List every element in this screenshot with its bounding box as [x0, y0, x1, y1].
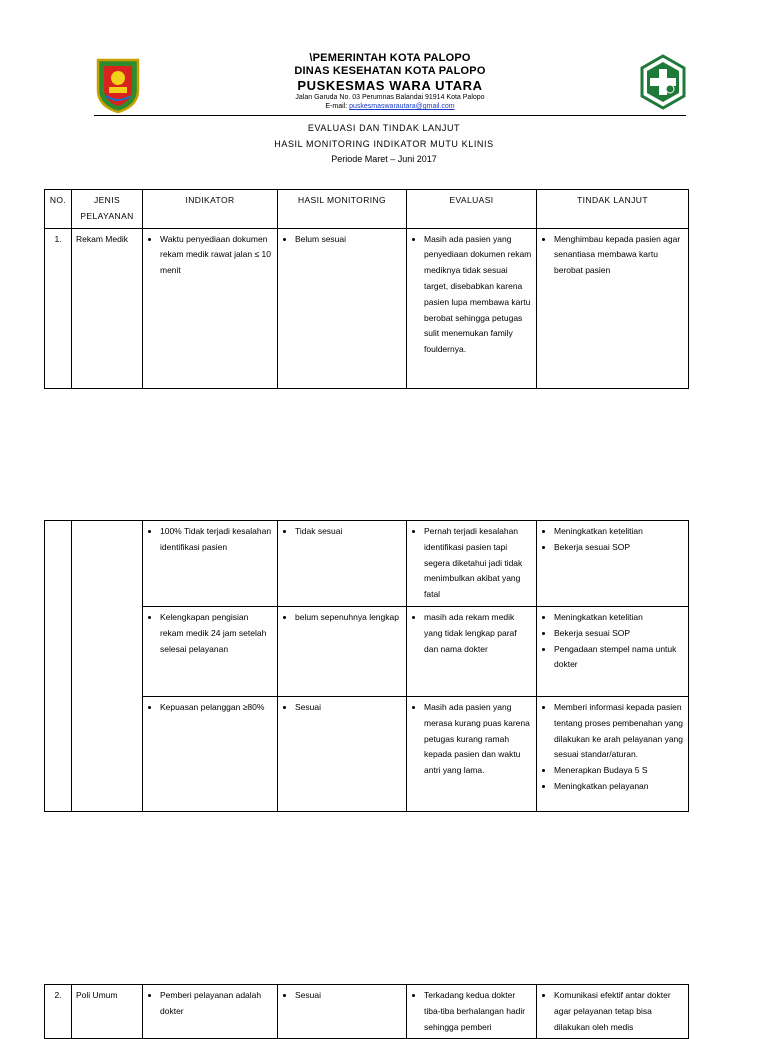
cell-tindak: • Menghimbau kepada pasien agar senantiasa membawa kartu berobat pasien: [537, 228, 689, 388]
cell-tindak: • Komunikasi efektif antar dokter agar pelayanan tetap bisa dilakukan oleh medis: [537, 985, 689, 1039]
puskesmas-name: PUSKESMAS WARA UTARA: [297, 78, 483, 93]
col-hasil: HASIL MONITORING: [278, 190, 407, 229]
email-link[interactable]: puskesmaswarautara@gmail.com: [349, 103, 455, 110]
cell-evaluasi: • Terkadang kedua dokter tiba-tiba berhalangan hadir sehingga pemberi: [407, 985, 537, 1039]
palopo-crest-icon: [94, 56, 142, 114]
cell-jenis: Rekam Medik: [72, 228, 143, 388]
col-no: NO.: [45, 190, 72, 229]
email-label: E-mail:: [325, 103, 350, 110]
email-line: [154, 102, 626, 111]
cell-indikator: • Waktu penyediaan dokumen rekam medik rawat jalan ≤ 10 menit: [143, 228, 278, 388]
cell-jenis: [72, 521, 143, 812]
cell-evaluasi: • masih ada rekam medik yang tidak lengkap paraf dan nama dokter: [407, 606, 537, 696]
doc-title: EVALUASI DAN TINDAK LANJUT: [307, 123, 461, 133]
puskesmas-cross-icon: [640, 54, 686, 110]
govt-name: \PEMERINTAH KOTA PALOPO: [309, 52, 471, 64]
cell-tindak: • Meningkatkan ketelitian • Bekerja sesuai SOP • Pengadaan stempel nama untuk dokter: [537, 606, 689, 696]
table-row: [45, 228, 689, 388]
cell-hasil: • Tidak sesuai: [278, 521, 407, 607]
cell-hasil: • Belum sesuai: [278, 228, 407, 388]
cell-evaluasi: • Masih ada pasien yang merasa kurang puas karena petugas kurang ramah kepada pasien dan waktu antri yang lama.: [407, 696, 537, 811]
cell-evaluasi: • Masih ada pasien yang penyediaan dokumen rekam mediknya tidak sesuai target, disebabkan karena pasien lupa membawa kartu berobat sehingga petugas sulit menemukan family fouldernya.: [407, 228, 537, 388]
dept-name: DINAS KESEHATAN KOTA PALOPO: [294, 65, 486, 77]
table-row: [45, 985, 689, 1039]
monitoring-table-part-3: [44, 984, 689, 1039]
monitoring-table-part-2: [44, 520, 689, 812]
col-tindak: TINDAK LANJUT: [537, 190, 689, 229]
table-header-row: [45, 190, 689, 229]
cell-tindak: • Meningkatkan ketelitian • Bekerja sesuai SOP: [537, 521, 689, 607]
cell-indikator: • Kepuasan pelanggan ≥80%: [143, 696, 278, 811]
cell-no: [45, 521, 72, 812]
monitoring-table-part-1: [44, 189, 689, 389]
address: Jalan Garuda No. 03 Perumnas Balandai 91914 Kota Palopo: [295, 94, 485, 101]
letterhead: [94, 52, 686, 118]
doc-subtitle: HASIL MONITORING INDIKATOR MUTU KLINIS: [274, 139, 494, 149]
cell-jenis: Poli Umum: [72, 985, 143, 1039]
cell-evaluasi: • Pernah terjadi kesalahan identifikasi pasien tapi segera diketahui jadi tidak menimbulkan akibat yang fatal: [407, 521, 537, 607]
cell-indikator: • Kelengkapan pengisian rekam medik 24 jam setelah selesai pelayanan: [143, 606, 278, 696]
letterhead-text: [154, 52, 626, 111]
cell-hasil: • Sesuai: [278, 985, 407, 1039]
col-indikator: INDIKATOR: [143, 190, 278, 229]
cell-no: 1.: [45, 228, 72, 388]
table-row: [45, 521, 689, 607]
cell-hasil: • Sesuai: [278, 696, 407, 811]
cell-indikator: • Pemberi pelayanan adalah dokter: [143, 985, 278, 1039]
cell-tindak: • Memberi informasi kepada pasien tentang proses pembenahan yang dilakukan ke arah pelayanan yang sesuai standar/aturan. • Menerapkan Budaya 5 S • Meningkatkan pelayanan: [537, 696, 689, 811]
col-jenis: JENIS PELAYANAN: [72, 190, 143, 229]
cell-no: 2.: [45, 985, 72, 1039]
header-rule: [94, 115, 686, 116]
col-evaluasi: EVALUASI: [407, 190, 537, 229]
doc-period: Periode Maret – Juni 2017: [331, 154, 437, 164]
cell-indikator: • 100% Tidak terjadi kesalahan identifikasi pasien: [143, 521, 278, 607]
cell-hasil: • belum sepenuhnya lengkap: [278, 606, 407, 696]
